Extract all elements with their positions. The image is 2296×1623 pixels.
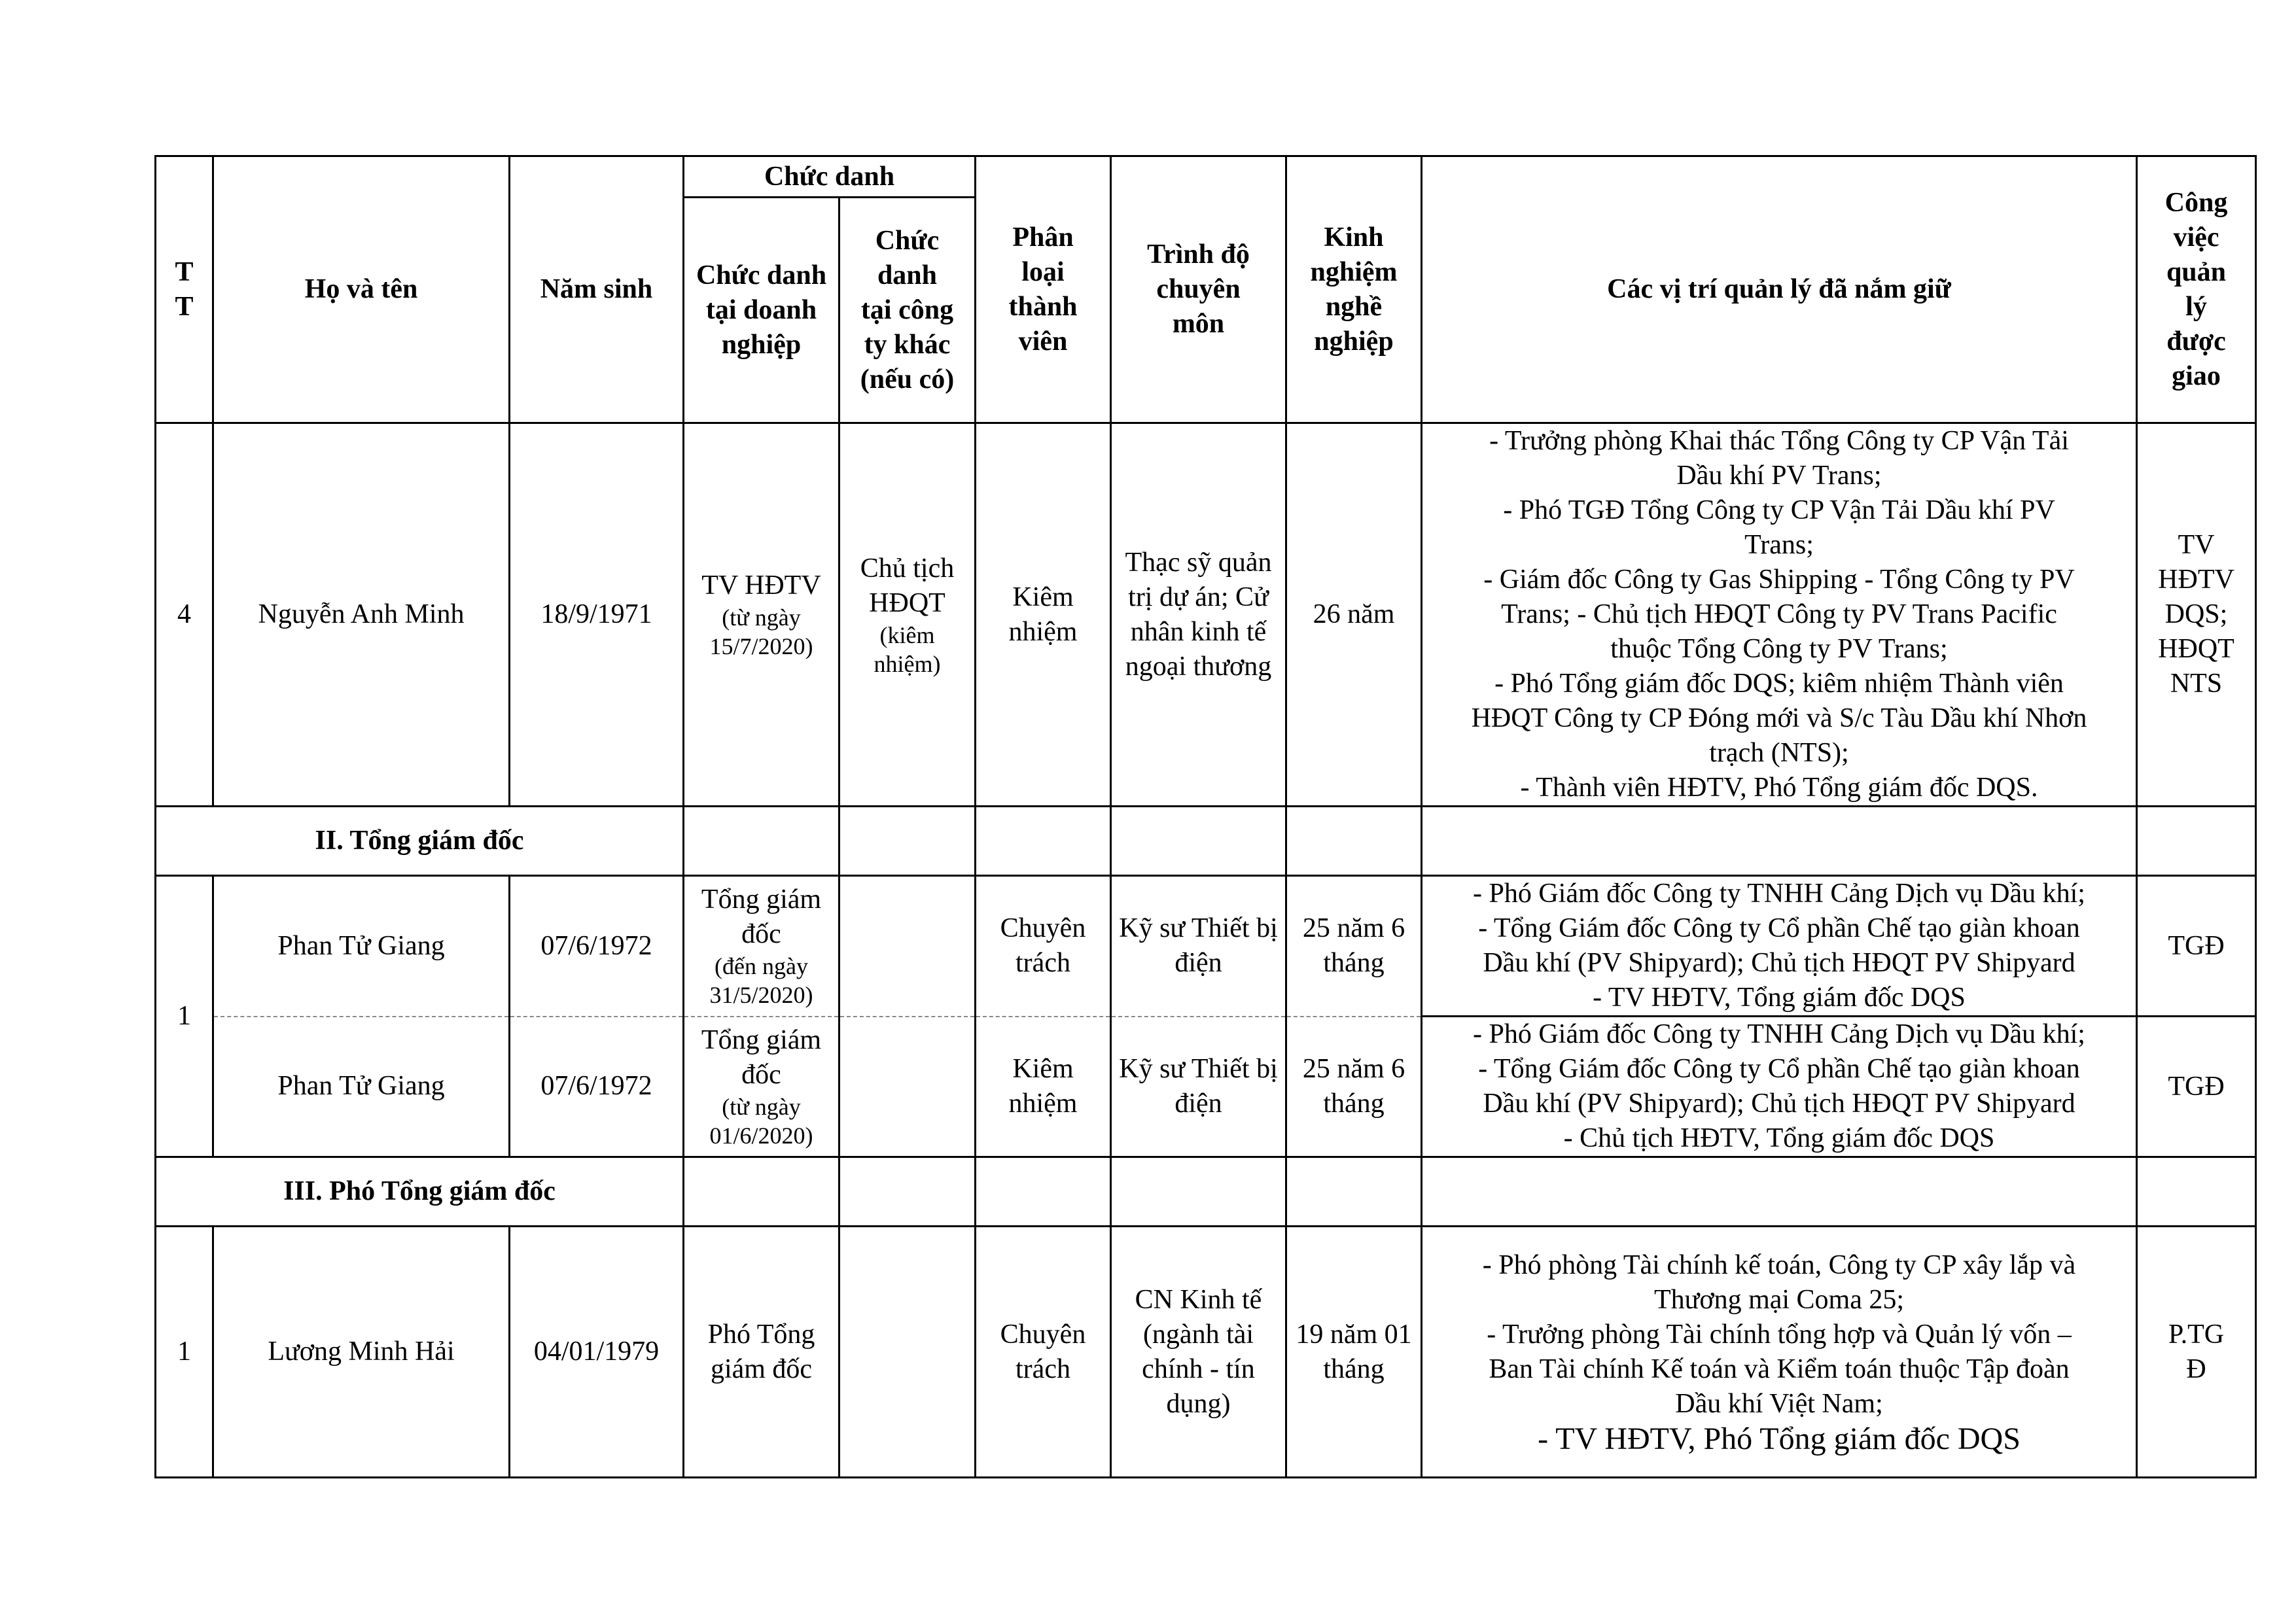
section-title: II. Tổng giám đốc — [156, 807, 684, 876]
cell-assigned: TV HĐTV DQS; HĐQT NTS — [2137, 423, 2256, 807]
header-assigned: Công việc quản lý được giao — [2137, 156, 2256, 423]
cell-assigned: TGĐ — [2137, 1017, 2256, 1157]
cell-qualification: Kỹ sư Thiết bị điện — [1111, 876, 1286, 1017]
table-row-hai — [156, 1227, 2256, 1478]
header-title-group: Chức danh — [684, 156, 976, 198]
header-member-type: Phân loại thành viên — [976, 156, 1111, 423]
cell-title-other — [839, 876, 976, 1017]
cell-positions: - Phó Giám đốc Công ty TNHH Cảng Dịch vụ Dầu khí; - Tổng Giám đốc Công ty Cổ phần Chế tạo giàn khoan Dầu khí (PV Shipyard); Chủ tịch HĐQT PV Shipyard - TV HĐTV, Tổng giám đốc DQS — [1422, 876, 2137, 1017]
cell-experience: 25 năm 6 tháng — [1286, 1017, 1422, 1157]
header-experience: Kinh nghiệm nghề nghiệp — [1286, 156, 1422, 423]
section-row-pho-tong-giam-doc — [156, 1157, 2256, 1227]
cell-title-other — [839, 1017, 976, 1157]
management-table — [154, 155, 2257, 1478]
cell-tt: 1 — [156, 1227, 213, 1478]
header-birth: Năm sinh — [510, 156, 684, 423]
cell-member-type: Kiêm nhiệm — [976, 423, 1111, 807]
cell-assigned: TGĐ — [2137, 876, 2256, 1017]
header-title-company: Chức danh tại doanh nghiệp — [684, 198, 839, 423]
header-tt: T T — [156, 156, 213, 423]
cell-experience: 25 năm 6 tháng — [1286, 876, 1422, 1017]
section-title: III. Phó Tổng giám đốc — [156, 1157, 684, 1227]
cell-positions: - Phó phòng Tài chính kế toán, Công ty CP xây lắp và Thương mại Coma 25; - Trưởng phòng Tài chính tổng hợp và Quản lý vốn – Ban Tài chính Kế toán và Kiểm toán thuộc Tập đoàn Dầu khí Việt Nam; - TV HĐTV, Phó Tổng giám đốc DQS — [1422, 1227, 2137, 1478]
cell-title-other: Chủ tịch HĐQT (kiêm nhiệm) — [839, 423, 976, 807]
cell-birth: 07/6/1972 — [510, 876, 684, 1017]
cell-member-type: Chuyên trách — [976, 876, 1111, 1017]
table-row-giang-2 — [156, 1017, 2256, 1157]
cell-birth: 18/9/1971 — [510, 423, 684, 807]
header-title-other: Chức danh tại công ty khác (nếu có) — [839, 198, 976, 423]
cell-experience: 26 năm — [1286, 423, 1422, 807]
cell-birth: 07/6/1972 — [510, 1017, 684, 1157]
section-row-tong-giam-doc — [156, 807, 2256, 876]
cell-title-company: TV HĐTV (từ ngày 15/7/2020) — [684, 423, 839, 807]
cell-birth: 04/01/1979 — [510, 1227, 684, 1478]
header-row-top — [156, 156, 2256, 198]
cell-qualification: Kỹ sư Thiết bị điện — [1111, 1017, 1286, 1157]
cell-title-company: Tổng giám đốc (từ ngày 01/6/2020) — [684, 1017, 839, 1157]
cell-member-type: Kiêm nhiệm — [976, 1017, 1111, 1157]
cell-member-type: Chuyên trách — [976, 1227, 1111, 1478]
header-positions: Các vị trí quản lý đã nắm giữ — [1422, 156, 2137, 423]
cell-name: Phan Tử Giang — [213, 876, 510, 1017]
cell-assigned: P.TG Đ — [2137, 1227, 2256, 1478]
cell-qualification: Thạc sỹ quản trị dự án; Cử nhân kinh tế ngoại thương — [1111, 423, 1286, 807]
header-name: Họ và tên — [213, 156, 510, 423]
header-qualification: Trình độ chuyên môn — [1111, 156, 1286, 423]
cell-title-company: Phó Tổng giám đốc — [684, 1227, 839, 1478]
cell-name: Lương Minh Hải — [213, 1227, 510, 1478]
table-row-giang-1 — [156, 876, 2256, 1017]
cell-positions: - Trưởng phòng Khai thác Tổng Công ty CP Vận Tải Dầu khí PV Trans; - Phó TGĐ Tổng Công ty CP Vận Tải Dầu khí PV Trans; - Giám đốc Công ty Gas Shipping - Tổng Công ty PV Trans; - Chủ tịch HĐQT Công ty PV Trans Pacific thuộc Tổng Công ty PV Trans; - Phó Tổng giám đốc DQS; kiêm nhiệm Thành viên HĐQT Công ty CP Đóng mới và S/c Tàu Dầu khí Nhơn trạch (NTS); - Thành viên HĐTV, Phó Tổng giám đốc DQS. — [1422, 423, 2137, 807]
cell-tt: 4 — [156, 423, 213, 807]
cell-name: Nguyễn Anh Minh — [213, 423, 510, 807]
cell-name: Phan Tử Giang — [213, 1017, 510, 1157]
cell-qualification: CN Kinh tế (ngành tài chính - tín dụng) — [1111, 1227, 1286, 1478]
cell-experience: 19 năm 01 tháng — [1286, 1227, 1422, 1478]
cell-positions: - Phó Giám đốc Công ty TNHH Cảng Dịch vụ Dầu khí; - Tổng Giám đốc Công ty Cổ phần Chế tạo giàn khoan Dầu khí (PV Shipyard); Chủ tịch HĐQT PV Shipyard - Chủ tịch HĐTV, Tổng giám đốc DQS — [1422, 1017, 2137, 1157]
cell-tt: 1 — [156, 876, 213, 1157]
cell-title-company: Tổng giám đốc (đến ngày 31/5/2020) — [684, 876, 839, 1017]
cell-title-other — [839, 1227, 976, 1478]
table-row-minh — [156, 423, 2256, 807]
